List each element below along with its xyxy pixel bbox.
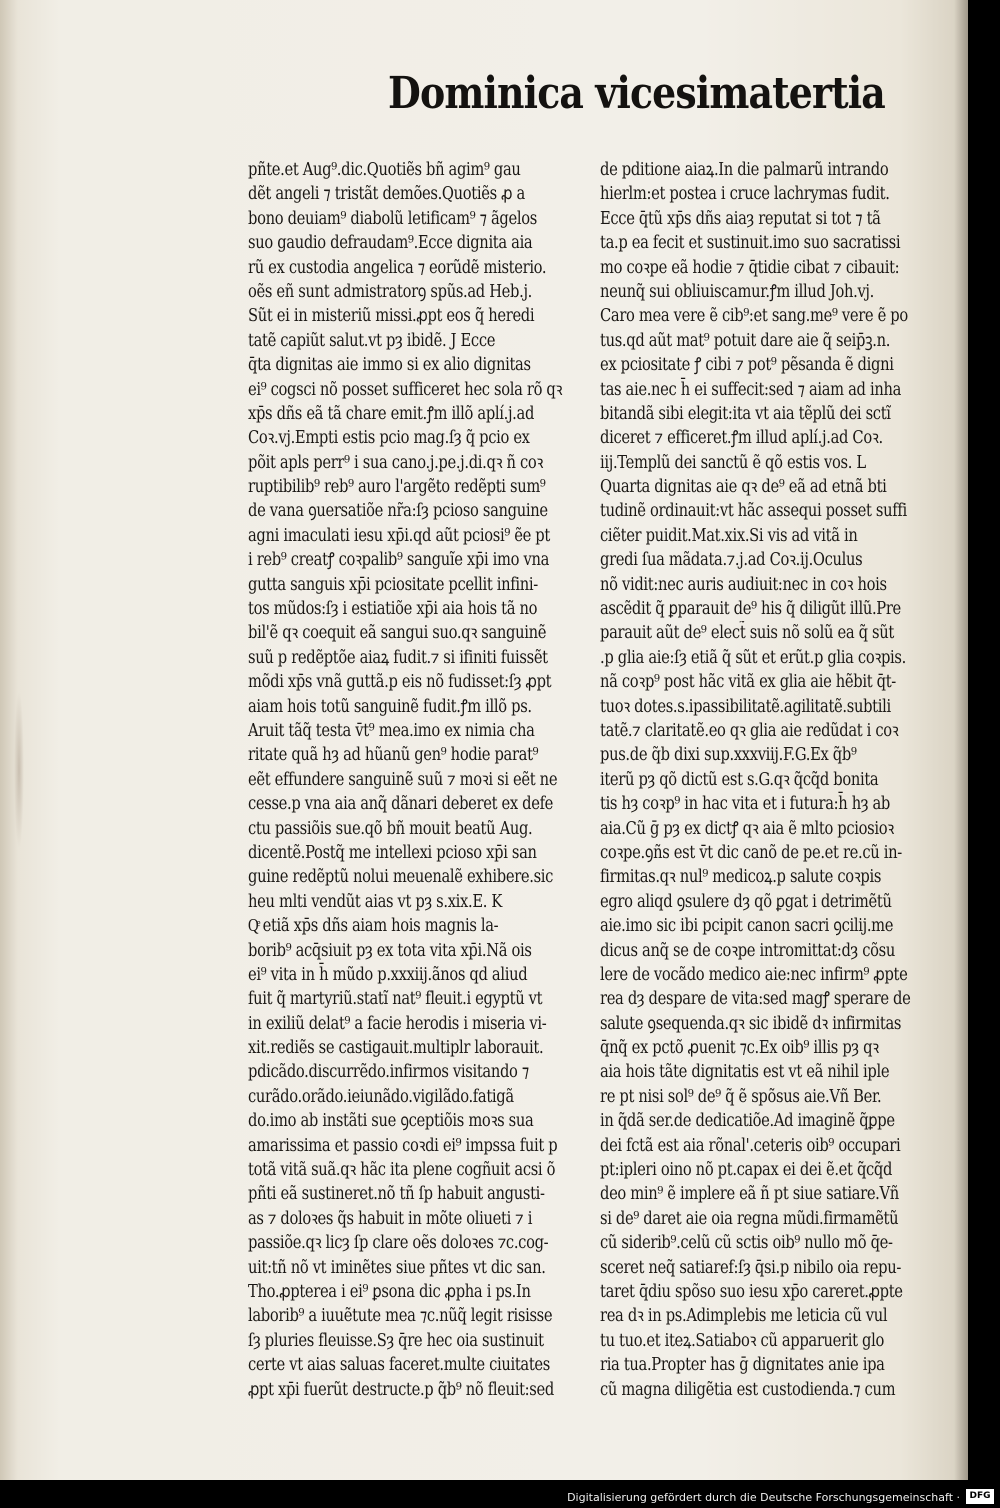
text-line: rea dȝ despare de vita:sed magꝭ sperare de bbox=[600, 989, 911, 1010]
text-line: nõ vidit:nec auris audiuit:nec in coꝛ hois bbox=[600, 574, 887, 595]
text-line: tatẽ capiũt salut.vt pȝ ibidẽ. J Ecce bbox=[248, 330, 496, 351]
text-line: Caro mea vere ẽ cib⁹:et sang.me⁹ vere ẽ po bbox=[600, 306, 908, 327]
text-line: mo coꝛpe eã hodie ⁊ q̄tidie cibat ⁊ cibauit: bbox=[600, 257, 900, 278]
text-line: borib⁹ acq̄siuit pȝ ex tota vita xp̄i.Nã ois bbox=[248, 940, 532, 961]
text-line: põit apls perr⁹ i sua cano.j.pe.j.di.qꝛ ñ coꝛ bbox=[248, 452, 544, 473]
text-line: fuit q̃ martyriũ.statĩ nat⁹ fleuit.i egyptũ vt bbox=[248, 989, 543, 1010]
text-line: .p glia aie:ſȝ etiã q̃ sũt et erũt.p glia coꝛpis. bbox=[600, 647, 906, 668]
text-line: rũ ex custodia angelica ⁊ eorũdẽ misterio. bbox=[248, 257, 547, 278]
text-line: lere de vocãdo medico aie:nec infirm⁹ ꝓpte bbox=[600, 964, 908, 985]
text-line: gutta sanguis xp̄i pciositate pcellit infini- bbox=[248, 574, 538, 595]
text-line: aia.Cũ ḡ pȝ ex dictꝭ qꝛ aia ẽ mlto pciosioꝛ bbox=[600, 818, 894, 839]
text-line: re pt nisi sol⁹ de⁹ q̃ ẽ spõsus aie.Vñ Ber. bbox=[600, 1086, 882, 1107]
dfg-logo: DFG bbox=[966, 1489, 994, 1504]
text-line: Tho.ꝓpterea i ei⁹ ꝑsona dic ꝓpha i ps.In bbox=[248, 1281, 531, 1302]
left-column bbox=[248, 158, 588, 1402]
text-line: ex pciositate ꝭ cibi ⁊ pot⁹ pẽsanda ẽ digni bbox=[600, 355, 894, 376]
text-line: pt:ipleri oino nõ pt.capax ei dei ẽ.et q̃cq̃d bbox=[600, 1160, 893, 1181]
text-line: dicus anq̃ se de coꝛpe intromittat:dȝ cõsu bbox=[600, 940, 895, 961]
text-line: ciẽter puidit.Mat.xix.Si vis ad vitã in bbox=[600, 525, 858, 546]
text-line: pus.de q̃b dixi sup.xxxviij.F.G.Ex q̃b⁹ bbox=[600, 745, 857, 766]
text-line: mõdi xp̄s vnã guttã.p eis nõ fudisset:ſȝ ꝓpt bbox=[248, 672, 552, 693]
text-line: ctu passiõis sue.qõ bñ mouit beatũ Aug. bbox=[248, 818, 533, 839]
text-line: cũ siderib⁹.celũ cũ sctis oib⁹ nullo mõ q̄e- bbox=[600, 1233, 893, 1254]
text-line: bitandã sibi elegit:ita vt aia tẽplũ dei sctĩ bbox=[600, 403, 891, 424]
text-line: dei fctã est aia rõnal'.ceteris oib⁹ occupari bbox=[600, 1135, 901, 1156]
text-line: pdicãdo.discurrẽdo.infirmos visitando ⁊ bbox=[248, 1062, 529, 1083]
text-line: tu tuo.et iteꝝ.Satiaboꝛ cũ apparuerit glo bbox=[600, 1330, 884, 1351]
text-line: ꝓpt xp̄i fuerũt destructe.p q̃b⁹ nõ fleuit:sed bbox=[248, 1379, 554, 1400]
text-line: ascẽdit q̃ ꝑparauit de⁹ his q̃ diligũt illũ.Pre bbox=[600, 599, 901, 620]
text-line: suo gaudio defraudam⁹.Ecce dignita aia bbox=[248, 233, 533, 254]
text-line: oẽs eñ sunt admistratorꝯ spũs.ad Heb.j. bbox=[248, 281, 533, 302]
text-line: cũ magna diligẽtia est custodienda.⁊ cum bbox=[600, 1379, 896, 1400]
text-line: hierlm:et postea i cruce lachrymas fudit. bbox=[600, 184, 890, 205]
text-line: cesse.p vna aia anq̃ dãnari deberet ex defe bbox=[248, 794, 554, 815]
text-line: rea dꝛ in ps.Adimplebis me leticia cũ vul bbox=[600, 1306, 888, 1327]
text-line: ritate quã hȝ ad hũanũ gen⁹ hodie parat⁹ bbox=[248, 745, 539, 766]
text-line: aiam hois totũ sanguinẽ fudit.ꝭm illõ ps. bbox=[248, 696, 532, 717]
text-line: q̄nq̃ ex pctõ ꝓuenit ⁊c.Ex oib⁹ illis pȝ qꝛ bbox=[600, 1038, 879, 1059]
text-line: ei⁹ cogsci nõ posset sufficeret hec sola rõ qꝛ bbox=[248, 379, 563, 400]
text-line: amarissima et passio coꝛdi ei⁹ impssa fuit p bbox=[248, 1135, 558, 1156]
page-stain bbox=[14, 690, 24, 850]
text-line: Ecce q̄tũ xp̄s dñs aiaȝ reputat si tot ⁊ tã bbox=[600, 208, 881, 229]
text-line: nã coꝛp⁹ post hãc vitã ex glia aie hẽbit q̄t- bbox=[600, 672, 896, 693]
text-line: taret q̄diu spõso suo iesu xp̄o careret.ꝓpte bbox=[600, 1281, 903, 1302]
text-line: ei⁹ vita in h̄ mũdo p.xxxiij.ãnos qd aliud bbox=[248, 964, 528, 985]
text-line: diceret ⁊ efficeret.ꝭm illud aplí.j.ad Coꝛ. bbox=[600, 428, 883, 449]
text-line: de vana ꝯuersatiõe nr̃a:ſȝ pcioso sanguine bbox=[248, 501, 548, 522]
text-line: heu mlti vendũt aias vt pȝ s.xix.E. K bbox=[248, 891, 503, 912]
text-line: deo min⁹ ẽ implere eã ñ pt siue satiare.Vñ bbox=[600, 1184, 899, 1205]
text-line: Coꝛ.vj.Empti estis pcio mag.ſȝ q̃ pcio ex bbox=[248, 428, 530, 449]
text-line: dicentẽ.Postq̃ me intellexi pcioso xp̄i san bbox=[248, 842, 537, 863]
text-line: tas aie.nec h̄ ei suffecit:sed ⁊ aiam ad inha bbox=[600, 379, 902, 400]
text-line: i reb⁹ creatꝭ coꝛpalib⁹ sanguĩe xp̄i imo vna bbox=[248, 550, 550, 571]
text-line: iterũ pȝ qõ dictũ est s.G.qꝛ q̃cq̃d bonita bbox=[600, 769, 879, 790]
text-line: totã vitã suã.qꝛ hãc ita plene cogñuit acsi õ bbox=[248, 1160, 556, 1181]
text-line: aie.imo sic ibi pcipit canon sacri ꝯcilij.me bbox=[600, 916, 894, 937]
text-line: sceret neq̃ satiaref:ſȝ q̄si.p nibilo oia repu- bbox=[600, 1257, 901, 1278]
text-line: xit.rediẽs se castigauit.multiplr laborauit. bbox=[248, 1038, 544, 1059]
text-line: pñti eã sustineret.nõ tñ ſp habuit angusti- bbox=[248, 1184, 545, 1205]
running-head: Dominica vicesimatertia bbox=[388, 68, 885, 119]
text-line: tos mũdos:ſȝ i estiatiõe xp̄i aia hois tã no bbox=[248, 599, 538, 620]
text-line: neunq̃ sui obliuiscamur.ꝭm illud Joh.vj. bbox=[600, 281, 874, 302]
text-line: suũ p redẽptõe aiaꝝ fudit.⁊ si ifiniti fuissẽt bbox=[248, 647, 548, 668]
text-line: tus.qd aũt mat⁹ potuit dare aie q̃ seip̄ꝫ.n. bbox=[600, 330, 891, 351]
text-line: coꝛpe.ꝯñs est v̄t dic canõ de pe.et re.cũ in- bbox=[600, 842, 902, 863]
text-line: in exiliũ delat⁹ a facie herodis i miseria vi- bbox=[248, 1013, 547, 1034]
text-line: Quarta dignitas aie qꝛ de⁹ eã ad etnã bti bbox=[600, 477, 887, 498]
text-line: laborib⁹ a iuuẽtute mea ⁊c.nũq̃ legit risisse bbox=[248, 1306, 553, 1327]
text-line: gredi ſua mãdata.⁊.j.ad Coꝛ.ij.Oculus bbox=[600, 550, 863, 571]
text-line: ria tua.Propter has ḡ dignitates anie ipa bbox=[600, 1355, 885, 1376]
text-line: tudinẽ ordinauit:vt hãc assequi posset suffi bbox=[600, 501, 907, 522]
text-line: uit:tñ nõ vt iminẽtes siue pñtes vt dic san. bbox=[248, 1257, 546, 1278]
text-line: guine redẽptũ nolui meuenalẽ exhibere.sic bbox=[248, 867, 554, 888]
text-line: tatẽ.⁊ claritatẽ.eo qꝛ glia aie redũdat i coꝛ bbox=[600, 720, 899, 741]
text-line: curãdo.orãdo.ieiunãdo.vigilãdo.fatigã bbox=[248, 1086, 514, 1107]
text-line: xp̄s dñs eã tã chare emit.ꝭm illõ aplí.j.ad bbox=[248, 403, 535, 424]
text-line: firmitas.qꝛ nul⁹ medicoꝝ.p salute coꝛpis bbox=[600, 867, 882, 888]
text-line: tis hȝ coꝛp⁹ in hac vita et i futura:h̄ hȝ ab bbox=[600, 794, 891, 815]
text-line: aia hois tãte dignitatis est vt eã nihil iple bbox=[600, 1062, 890, 1083]
text-line: certe vt aias saluas faceret.multe ciuitates bbox=[248, 1355, 551, 1376]
text-line: ta.p ea fecit et sustinuit.imo suo sacratissi bbox=[600, 233, 901, 254]
text-line: eẽt effundere sanguinẽ suũ ⁊ moꝛi si eẽt ne bbox=[248, 769, 558, 790]
text-line: in q̃dã ser.de dedicatiõe.Ad imaginẽ q̃ꝑpe bbox=[600, 1111, 895, 1132]
text-line: egro aliqd ꝯsulere dȝ qõ ꝑgat i detrimẽtũ bbox=[600, 891, 892, 912]
text-line: passiõe.qꝛ licȝ ſp clare oẽs doloꝛes ⁊c.cog- bbox=[248, 1233, 549, 1254]
text-line: salute ꝯsequenda.qꝛ sic ibidẽ dꝛ infirmitas bbox=[600, 1013, 902, 1034]
text-line: de pditione aiaꝝ.In die palmarũ intrando bbox=[600, 160, 889, 180]
text-line: tuoꝛ dotes.s.ipassibilitatẽ.agilitatẽ.subtili bbox=[600, 696, 891, 717]
text-line: pñte.et Aug⁹.dic.Quotiẽs bñ agim⁹ gau bbox=[248, 160, 521, 180]
text-line: as ⁊ doloꝛes q̃s habuit in mõte oliueti ⁊ i bbox=[248, 1208, 533, 1229]
text-line: agni imaculati iesu xp̄i.qd aũt pciosi⁹ ẽe pt bbox=[248, 525, 550, 546]
text-line: do.imo ab instãti sue ꝯceptiõis moꝛs sua bbox=[248, 1111, 534, 1132]
text-line: Sũt ei in misteriũ missi.ꝓpt eos q̃ heredi bbox=[248, 306, 535, 327]
text-line: q̄ta dignitas aie immo si ex alio dignitas bbox=[248, 355, 531, 376]
text-line: Aruit tãq̃ testa v̄t⁹ mea.imo ex nimia cha bbox=[248, 720, 535, 741]
text-line: iij.Templũ dei sanctũ ẽ qõ estis vos. L bbox=[600, 452, 866, 473]
text-line: ruptibilib⁹ reb⁹ auro l'argẽto redẽpti sum⁹ bbox=[248, 477, 546, 498]
text-line: si de⁹ daret aie oia regna mũdi.firmamẽtũ bbox=[600, 1208, 899, 1229]
text-line: dẽt angeli ⁊ tristãt demões.Quotiẽs ꝓ a bbox=[248, 184, 525, 205]
text-line: Qͤ etiã xp̄s dñs aiam hois magnis la- bbox=[248, 916, 499, 937]
text-line: bono deuiam⁹ diabolũ letificam⁹ ⁊ ãgelos bbox=[248, 208, 537, 229]
right-column bbox=[600, 158, 940, 1402]
text-line: bil'ẽ qꝛ coequit eã sangui suo.qꝛ sanguinẽ bbox=[248, 623, 547, 644]
footer-credit: Digitalisierung gefördert durch die Deutsche Forschungsgemeinschaft · bbox=[567, 1491, 960, 1504]
text-line: ſȝ pluries fleuisse.Sȝ q̄re hec oia sustinuit bbox=[248, 1330, 544, 1351]
text-line: parauit aũt de⁹ elect̃ suis nõ solũ ea q̃ sũt bbox=[600, 623, 894, 644]
